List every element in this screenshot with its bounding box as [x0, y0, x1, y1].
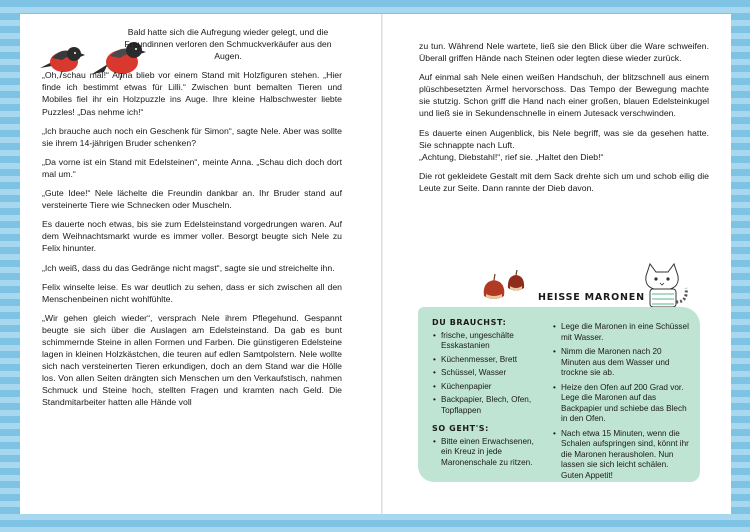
- list-item: • Schüssel, Wasser: [432, 368, 546, 379]
- story-paragraph: „Oh, schau mal!“ Anna blieb vor einem Stand mit Holzfiguren stehen. „Hier finde ich bestimmt etwas für Lilli.“ Zwischen bunt bemalten Tieren und Mobiles fiel ihr ein Holzpuzzle ins Auge. Ihre kleine Halbschwester liebte Puzzles! „Das nehme ich!“: [42, 70, 342, 117]
- recipe-right-column: [552, 322, 692, 485]
- cat-illustration-icon: [636, 256, 696, 310]
- story-paragraph: Auf einmal sah Nele einen weißen Handschuh, der blitzschnell aus einem plüschbesetzten Ärmel hervorschoss. Das Tempo der Bewegung machte sie stutzig. Schon griff die Hand nach einer großen, blauen Edelsteinkugel und ließ sie in Sekundenschnelle in einem Jutesack verschwinden.: [419, 72, 709, 119]
- list-item: • Bitte einen Erwachsenen, ein Kreuz in jede Maronenschale zu ritzen.: [432, 437, 546, 469]
- list-item: • Küchenpapier: [432, 382, 546, 393]
- story-paragraph: „Ich brauche auch noch ein Geschenk für Simon“, sagte Nele. Aber was sollte sie ihrem 14-jährigen Bruder schenken?: [42, 125, 342, 148]
- steps-list-continued: [552, 322, 692, 481]
- list-item: • Küchenmesser, Brett: [432, 355, 546, 366]
- list-item: • Backpapier, Blech, Ofen, Topflappen: [432, 395, 546, 416]
- story-paragraph: Es dauerte noch etwas, bis sie zum Edelsteinstand vorgedrungen waren. Auf dem Weihnachtsmarkt wurde es immer voller. Besorgt beugte sich Nele zu Felix hinunter.: [42, 219, 342, 254]
- list-item: • Nach etwa 15 Minuten, wenn die Schalen aufspringen sind, könnt ihr die Maronen herausholen. Nun lassen sie sich leicht schälen. Guten Appetit!: [552, 429, 692, 482]
- intro-paragraph: Bald hatte sich die Aufregung wieder gelegt, und die Freundinnen verloren den Schmuckverkäufer aus den Augen.: [124, 27, 332, 62]
- left-column: [42, 26, 342, 416]
- right-column: [419, 40, 709, 201]
- story-paragraph: Felix winselte leise. Es war deutlich zu sehen, dass er sich zwischen all den Menschenbeinen nicht wohlfühlte.: [42, 281, 342, 304]
- list-item: • frische, ungeschälte Esskastanien: [432, 331, 546, 352]
- story-paragraph: zu tun. Während Nele wartete, ließ sie den Blick über die Ware schweifen. Überall griffen Hände nach Steinen oder legten diese wieder zurück.: [419, 41, 709, 64]
- steps-heading: SO GEHT'S:: [432, 424, 489, 433]
- story-paragraph: Es dauerte einen Augenblick, bis Nele begriff, was sie da gesehen hatte. Sie schnappte nach Luft. „Achtung, Diebstahl!“, rief sie. „Haltet den Dieb!“: [419, 127, 709, 162]
- ingredients-list: [432, 331, 546, 417]
- list-item: • Nimm die Maronen nach 20 Minuten aus dem Wasser und trockne sie ab.: [552, 347, 692, 379]
- story-paragraph: Die rot gekleidete Gestalt mit dem Sack drehte sich um und schob eilig die Leute zur Seite. Dann rannte der Dieb davon.: [419, 170, 709, 193]
- recipe-left-column: [432, 318, 546, 471]
- story-paragraph: „Ich weiß, dass du das Gedränge nicht magst“, sagte sie und streichelte ihn.: [42, 262, 335, 273]
- steps-list: [432, 437, 546, 469]
- story-paragraph: „Wir gehen gleich wieder“, versprach Nele ihrem Pflegehund. Gespannt beugte sie sich über die Auslagen am Edelsteinstand. Da gab es bunt schimmernde Steine in allen Formen und Farben. Die günstigeren Edelsteine lagen in kleinen Holzkästchen, die teuren auf edlen Samtpolstern. Nele wollte sich nach versteinerten Tieren erkundigen, doch an dem Stand war die Hölle los. Von allen Seiten drängten sich Menschen um den Verkaufstisch, nahmen Schmuck und Steine hoch, stellten Fragen und kramten nach Geld. Die Standmitarbeiter hatten alle Hände voll: [42, 312, 342, 408]
- story-paragraph: „Gute Idee!“ Nele lächelte die Freundin dankbar an. Ihr Bruder stand auf versteinerte Tiere wie Schnecken oder Muscheln.: [42, 188, 342, 211]
- list-item: • Heize den Ofen auf 200 Grad vor. Lege die Maronen auf das Backpapier und schiebe das Blech in den Ofen.: [552, 383, 692, 425]
- recipe-title: HEISSE MARONEN: [538, 292, 645, 303]
- story-paragraph: „Da vorne ist ein Stand mit Edelsteinen“, meinte Anna. „Schau dich doch dort mal um.“: [42, 156, 342, 179]
- ingredients-heading: DU BRAUCHST:: [432, 318, 507, 327]
- list-item: • Lege die Maronen in eine Schüssel mit Wasser.: [552, 322, 692, 343]
